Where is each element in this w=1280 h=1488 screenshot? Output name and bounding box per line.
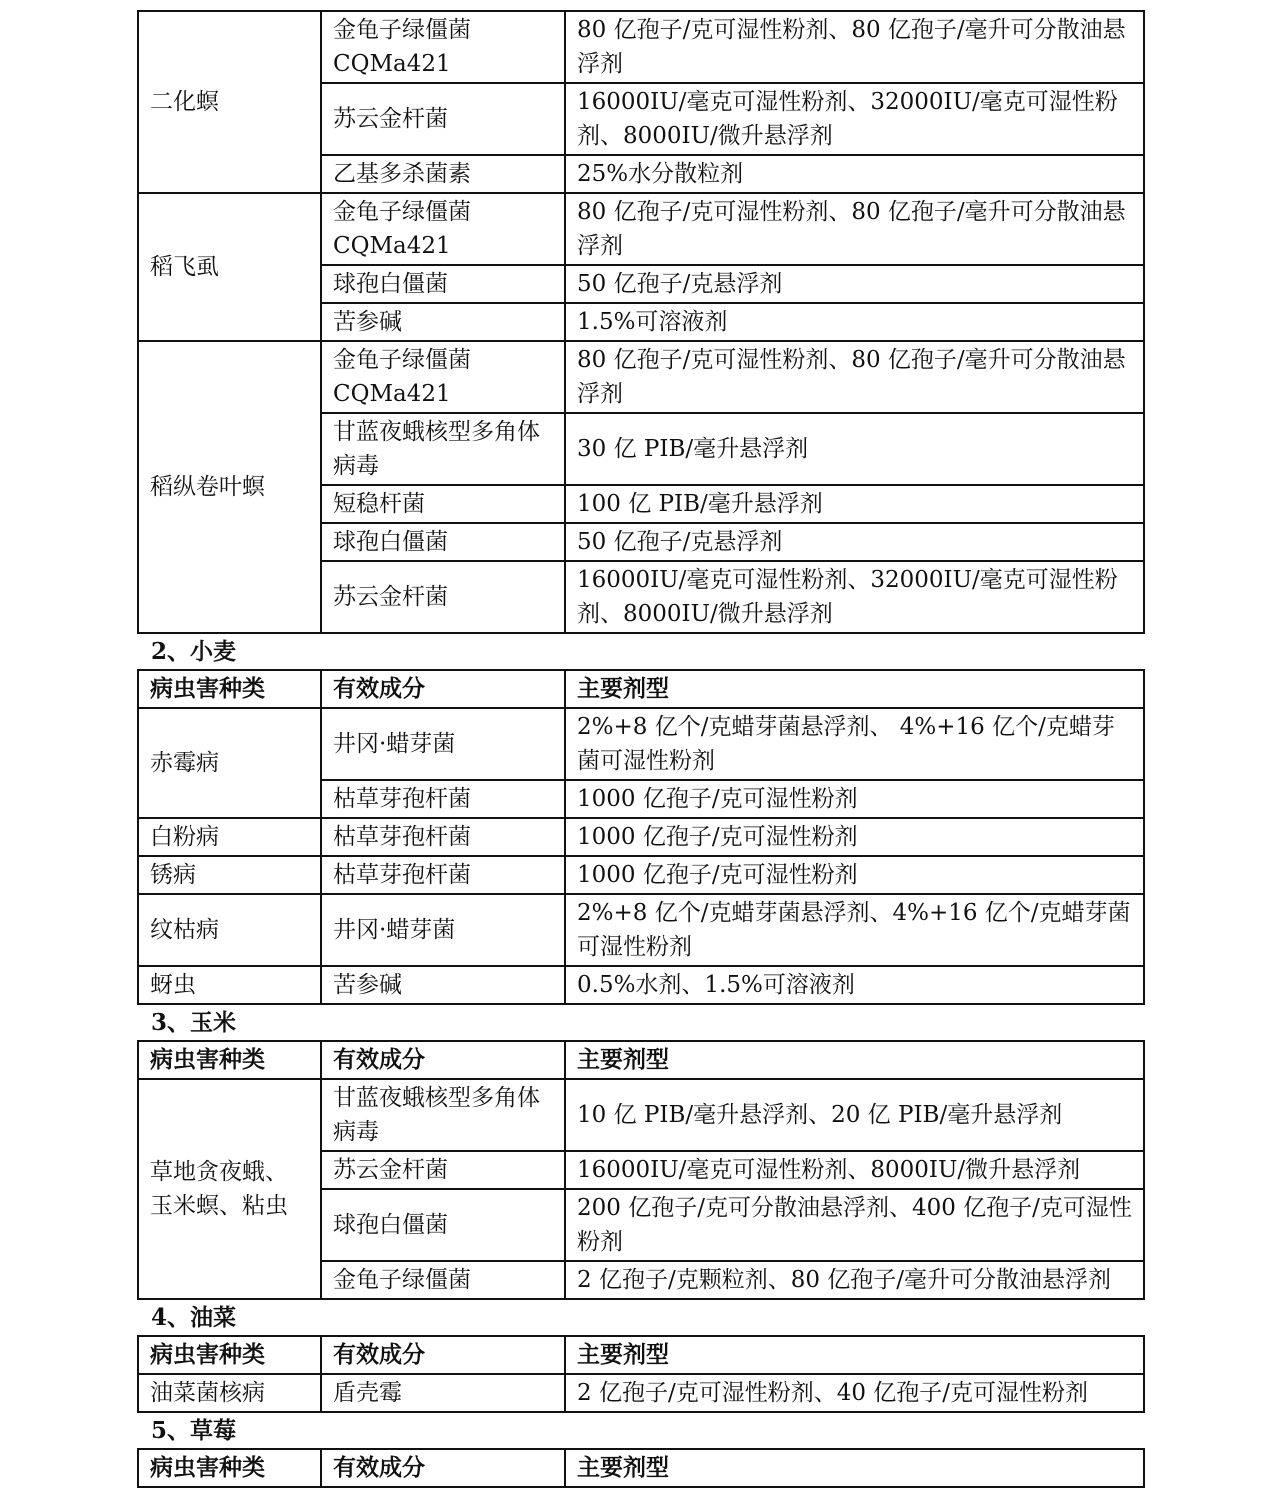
- header-pest: 病虫害种类: [138, 1041, 321, 1079]
- ingredient-cell: 金龟子绿僵菌 CQMa421: [321, 11, 565, 83]
- ingredient-cell: 枯草芽孢杆菌: [321, 856, 565, 894]
- formulation-cell: 80 亿孢子/克可湿性粉剂、80 亿孢子/毫升可分散油悬浮剂: [565, 193, 1144, 265]
- pest-cell: 二化螟: [138, 11, 321, 193]
- ingredient-cell: 井冈·蜡芽菌: [321, 708, 565, 780]
- table-row: [138, 193, 1144, 265]
- header-formulation: 主要剂型: [565, 1449, 1144, 1487]
- document-page: [137, 10, 1143, 1488]
- pest-cell: 白粉病: [138, 818, 321, 856]
- formulation-cell: 2%+8 亿个/克蜡芽菌悬浮剂、4%+16 亿个/克蜡芽菌可湿性粉剂: [565, 894, 1144, 966]
- ingredient-cell: 短稳杆菌: [321, 485, 565, 523]
- formulation-cell: 10 亿 PIB/毫升悬浮剂、20 亿 PIB/毫升悬浮剂: [565, 1079, 1144, 1151]
- table-row: [138, 894, 1144, 966]
- formulation-cell: 30 亿 PIB/毫升悬浮剂: [565, 413, 1144, 485]
- pest-cell: 稻纵卷叶螟: [138, 341, 321, 633]
- header-ingredient: 有效成分: [321, 670, 565, 708]
- pest-cell: 纹枯病: [138, 894, 321, 966]
- ingredient-cell: 苦参碱: [321, 303, 565, 341]
- ingredient-cell: 苏云金杆菌: [321, 561, 565, 633]
- formulation-cell: 100 亿 PIB/毫升悬浮剂: [565, 485, 1144, 523]
- formulation-cell: 2 亿孢子/克颗粒剂、80 亿孢子/毫升可分散油悬浮剂: [565, 1261, 1144, 1299]
- formulation-cell: 1000 亿孢子/克可湿性粉剂: [565, 856, 1144, 894]
- ingredient-cell: 金龟子绿僵菌 CQMa421: [321, 193, 565, 265]
- ingredient-cell: 甘蓝夜蛾核型多角体病毒: [321, 413, 565, 485]
- ingredient-cell: 苏云金杆菌: [321, 83, 565, 155]
- header-formulation: 主要剂型: [565, 670, 1144, 708]
- table-header-row: [138, 1041, 1144, 1079]
- table-row: [138, 708, 1144, 780]
- ingredient-cell: 苏云金杆菌: [321, 1151, 565, 1189]
- ingredient-cell: 枯草芽孢杆菌: [321, 780, 565, 818]
- formulation-cell: 1.5%可溶液剂: [565, 303, 1144, 341]
- ingredient-cell: 乙基多杀菌素: [321, 155, 565, 193]
- ingredient-cell: 井冈·蜡芽菌: [321, 894, 565, 966]
- formulation-cell: 16000IU/毫克可湿性粉剂、32000IU/毫克可湿性粉剂、8000IU/微升悬浮剂: [565, 561, 1144, 633]
- ingredient-cell: 盾壳霉: [321, 1374, 565, 1412]
- crop-sections: [137, 634, 1143, 1488]
- table-header-row: [138, 1336, 1144, 1374]
- formulation-cell: 0.5%水剂、1.5%可溶液剂: [565, 966, 1144, 1004]
- section-title: 3、玉米: [151, 1009, 237, 1036]
- crop-table: [137, 1040, 1145, 1300]
- table-row: [138, 341, 1144, 413]
- formulation-cell: 16000IU/毫克可湿性粉剂、32000IU/毫克可湿性粉剂、8000IU/微升悬浮剂: [565, 83, 1144, 155]
- pest-cell: 锈病: [138, 856, 321, 894]
- pest-cell: 油菜菌核病: [138, 1374, 321, 1412]
- section-title: 2、小麦: [151, 638, 237, 665]
- table-row: [138, 1374, 1144, 1412]
- header-ingredient: 有效成分: [321, 1336, 565, 1374]
- crop-table: [137, 1448, 1145, 1488]
- formulation-cell: 50 亿孢子/克悬浮剂: [565, 265, 1144, 303]
- crop-table: [137, 669, 1145, 1005]
- formulation-cell: 2%+8 亿个/克蜡芽菌悬浮剂、 4%+16 亿个/克蜡芽菌可湿性粉剂: [565, 708, 1144, 780]
- pest-cell: 赤霉病: [138, 708, 321, 818]
- formulation-cell: 80 亿孢子/克可湿性粉剂、80 亿孢子/毫升可分散油悬浮剂: [565, 11, 1144, 83]
- pest-cell: 蚜虫: [138, 966, 321, 1004]
- table-row: [138, 11, 1144, 83]
- header-pest: 病虫害种类: [138, 1336, 321, 1374]
- table-header-row: [138, 1449, 1144, 1487]
- ingredient-cell: 甘蓝夜蛾核型多角体病毒: [321, 1079, 565, 1151]
- table-row: [138, 966, 1144, 1004]
- table-row: [138, 856, 1144, 894]
- pest-cell: 草地贪夜蛾、玉米螟、粘虫: [138, 1079, 321, 1299]
- pest-cell: 稻飞虱: [138, 193, 321, 341]
- header-formulation: 主要剂型: [565, 1041, 1144, 1079]
- table-row: [138, 818, 1144, 856]
- header-pest: 病虫害种类: [138, 1449, 321, 1487]
- formulation-cell: 80 亿孢子/克可湿性粉剂、80 亿孢子/毫升可分散油悬浮剂: [565, 341, 1144, 413]
- ingredient-cell: 球孢白僵菌: [321, 265, 565, 303]
- ingredient-cell: 枯草芽孢杆菌: [321, 818, 565, 856]
- ingredient-cell: 金龟子绿僵菌: [321, 1261, 565, 1299]
- header-pest: 病虫害种类: [138, 670, 321, 708]
- formulation-cell: 200 亿孢子/克可分散油悬浮剂、400 亿孢子/克可湿性粉剂: [565, 1189, 1144, 1261]
- formulation-cell: 16000IU/毫克可湿性粉剂、8000IU/微升悬浮剂: [565, 1151, 1144, 1189]
- section-title: 4、油菜: [151, 1304, 237, 1331]
- crop-table: [137, 1335, 1145, 1413]
- rice-table-body: [138, 11, 1144, 633]
- ingredient-cell: 苦参碱: [321, 966, 565, 1004]
- ingredient-cell: 金龟子绿僵菌 CQMa421: [321, 341, 565, 413]
- header-ingredient: 有效成分: [321, 1449, 565, 1487]
- section-title: 5、草莓: [151, 1417, 237, 1444]
- table-header-row: [138, 670, 1144, 708]
- formulation-cell: 25%水分散粒剂: [565, 155, 1144, 193]
- rice-table-continued: [137, 10, 1145, 634]
- ingredient-cell: 球孢白僵菌: [321, 523, 565, 561]
- formulation-cell: 50 亿孢子/克悬浮剂: [565, 523, 1144, 561]
- formulation-cell: 1000 亿孢子/克可湿性粉剂: [565, 818, 1144, 856]
- header-formulation: 主要剂型: [565, 1336, 1144, 1374]
- table-row: [138, 1079, 1144, 1151]
- ingredient-cell: 球孢白僵菌: [321, 1189, 565, 1261]
- formulation-cell: 2 亿孢子/克可湿性粉剂、40 亿孢子/克可湿性粉剂: [565, 1374, 1144, 1412]
- header-ingredient: 有效成分: [321, 1041, 565, 1079]
- formulation-cell: 1000 亿孢子/克可湿性粉剂: [565, 780, 1144, 818]
